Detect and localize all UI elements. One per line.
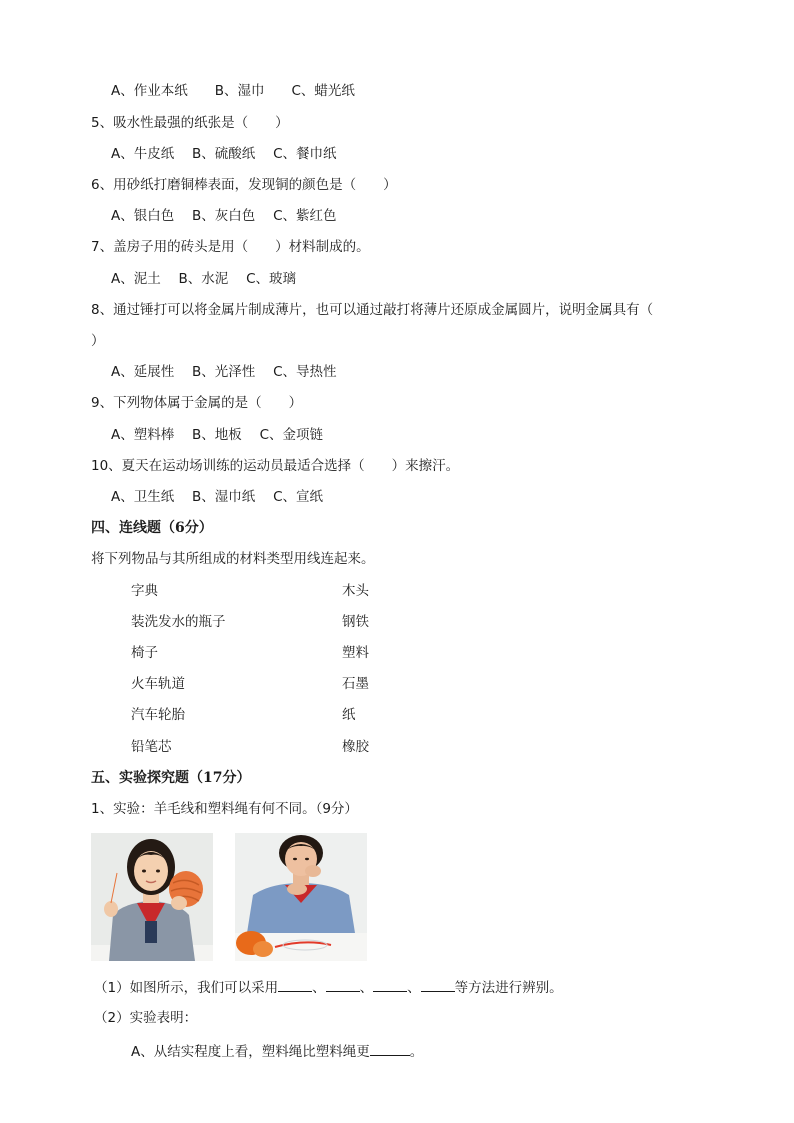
separator: 、 — [359, 980, 374, 996]
match-item: 字典 — [131, 583, 158, 599]
answer-blank[interactable] — [373, 977, 407, 992]
match-material: 塑料 — [342, 645, 369, 661]
answer-blank[interactable] — [326, 977, 360, 992]
subquestion-2a — [131, 1041, 423, 1061]
separator: 、 — [407, 980, 421, 996]
match-material: 纸 — [342, 707, 356, 723]
match-item: 装洗发水的瓶子 — [131, 614, 226, 630]
answer-blank[interactable] — [278, 977, 312, 992]
match-material: 石墨 — [342, 676, 369, 692]
subquestion-1-prefix: （1）如图所示，我们可以采用 — [94, 980, 279, 996]
subquestion-1 — [94, 977, 563, 997]
q7-options: A、泥土 B、水泥 C、玻璃 — [111, 271, 297, 287]
answer-blank[interactable] — [370, 1041, 410, 1056]
section4-heading: 四、连线题（6分） — [91, 520, 213, 536]
subquestion-2a-prefix: A、从结实程度上看，塑料绳比塑料绳更 — [131, 1044, 370, 1060]
match-material: 钢铁 — [342, 614, 369, 630]
q6-stem: 6、用砂纸打磨铜棒表面，发现铜的颜色是（ ） — [91, 177, 397, 193]
q5-options: A、牛皮纸 B、硫酸纸 C、餐巾纸 — [111, 146, 337, 162]
q5-stem: 5、吸水性最强的纸张是（ ） — [91, 115, 289, 131]
q6-options: A、银白色 B、灰白色 C、紫红色 — [111, 208, 337, 224]
match-item: 汽车轮胎 — [131, 707, 185, 723]
match-material: 橡胶 — [342, 739, 369, 755]
q10-options: A、卫生纸 B、湿巾纸 C、宣纸 — [111, 489, 324, 505]
match-item: 火车轨道 — [131, 676, 185, 692]
subquestion-1-suffix: 等方法进行辨别。 — [454, 980, 563, 996]
q9-options: A、塑料棒 B、地板 C、金项链 — [111, 427, 324, 443]
subquestion-2: （2）实验表明： — [94, 1010, 198, 1026]
q8-stem: 8、通过锤打可以将金属片制成薄片，也可以通过敲打将薄片还原成金属圆片，说明金属具有（ — [91, 302, 654, 318]
match-material: 木头 — [342, 583, 369, 599]
section4-instruction: 将下列物品与其所组成的材料类型用线连起来。 — [91, 551, 375, 567]
q7-stem: 7、盖房子用的砖头是用（ ）材料制成的。 — [91, 239, 370, 255]
match-item: 椅子 — [131, 645, 158, 661]
match-item: 铅笔芯 — [131, 739, 172, 755]
photo-girl-wool — [91, 833, 213, 961]
separator: 、 — [312, 980, 326, 996]
q9-stem: 9、下列物体属于金属的是（ ） — [91, 395, 303, 411]
section5-heading: 五、实验探究题（17分） — [91, 770, 251, 786]
q10-stem: 10、夏天在运动场训练的运动员最适合选择（ ）来擦汗。 — [91, 458, 460, 474]
experiment1-title: 1、实验：羊毛线和塑料绳有何不同。（9分） — [91, 801, 358, 817]
subquestion-2a-suffix: 。 — [409, 1044, 424, 1060]
photo-boy-smell — [235, 833, 367, 961]
answer-blank[interactable] — [421, 977, 455, 992]
q4-options: A、作业本纸 B、湿巾 C、蜡光纸 — [111, 83, 355, 99]
q8-stem-cont: ） — [91, 333, 105, 349]
q8-options: A、延展性 B、光泽性 C、导热性 — [111, 364, 337, 380]
